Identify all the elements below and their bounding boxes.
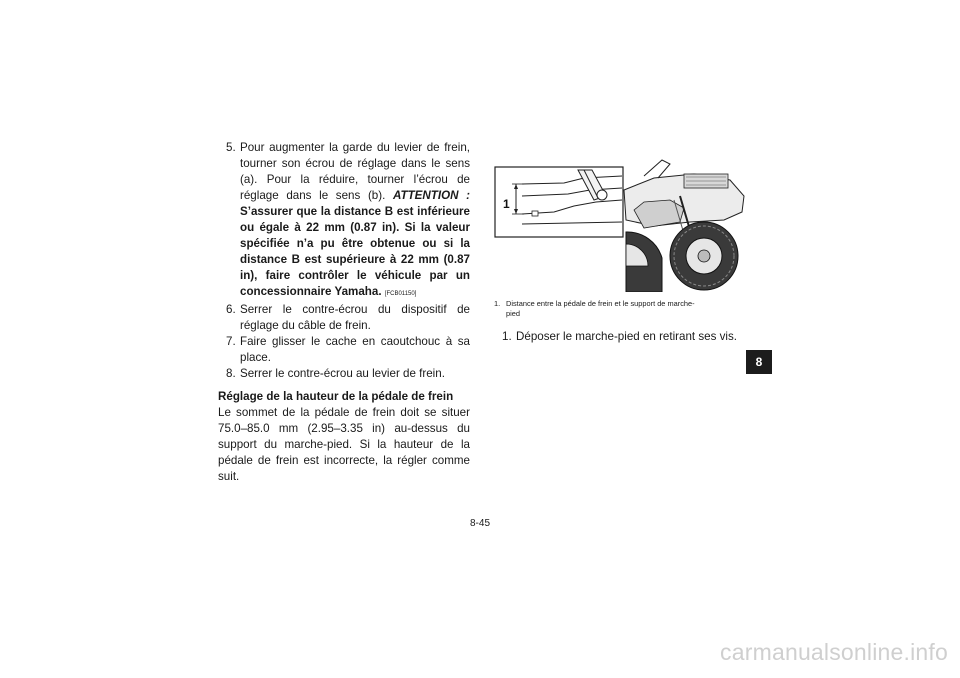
step-7 — [218, 334, 470, 366]
caption-continuation: pied — [506, 309, 520, 318]
step-instruction: Pour augmenter la garde du levier de frein, tourner son écrou de réglage dans le sens (a). Pour la réduire, tourner l’écrou de réglage dans le sens (b). — [240, 141, 470, 202]
attention-notice — [240, 189, 470, 298]
step-text: Déposer le marche-pied en retirant ses vis. — [516, 330, 738, 343]
section-heading: Réglage de la hauteur de la pédale de frein — [218, 390, 454, 403]
step-number: 5. — [226, 141, 236, 154]
caption-number: 1. — [494, 299, 501, 308]
detail-inset-frame — [495, 167, 623, 237]
step-text: Faire glisser le cache en caoutchouc à sa place. — [240, 335, 470, 364]
pedal-pivot — [597, 190, 607, 200]
step-8 — [218, 366, 470, 382]
front-hub — [698, 250, 710, 262]
attention-code: [FCB01150] — [384, 291, 417, 297]
step-text: Serrer le contre-écrou du dispositif de réglage du câble de frein. — [240, 303, 470, 332]
figure-caption — [494, 299, 750, 319]
left-column — [218, 140, 470, 485]
step-5 — [218, 140, 470, 302]
step-number: 1. — [502, 330, 512, 343]
caption-line — [494, 299, 750, 309]
atv-illustration — [494, 150, 750, 292]
atv-brake-pedal-figure — [494, 150, 750, 292]
chapter-tab: 8 — [746, 350, 772, 374]
step-1 — [494, 329, 750, 345]
step-text: Serrer le contre-écrou au levier de frein. — [240, 367, 445, 380]
step-6 — [218, 302, 470, 334]
step-number: 8. — [226, 367, 236, 380]
section-paragraph: Le sommet de la pédale de frein doit se situer 75.0–85.0 mm (2.95–3.35 in) au-dessus du support du marche-pied. Si la hauteur de la pédale de frein est incorrecte, la régler comme suit. — [218, 406, 470, 483]
attention-label: ATTENTION : — [393, 189, 470, 202]
step-number: 6. — [226, 303, 236, 316]
page-number: 8-45 — [469, 518, 490, 529]
callout-number: 1 — [503, 197, 510, 211]
atv-handlebar — [644, 160, 670, 178]
watermark: carmanualsonline.info — [720, 639, 948, 665]
attention-text: S’assurer que la distance B est inférieure ou égale à 22 mm (0.87 in). Si la valeur spécifiée n’a pu être obtenue ou si la distance B est supérieure à 22 mm (0.87 in), faire contrôler le véhicule par un concessionnaire Yamaha. — [240, 205, 470, 298]
step-text — [240, 140, 470, 302]
stop-block — [532, 211, 538, 216]
right-column — [494, 329, 750, 345]
caption-text: Distance entre la pédale de frein et le support de marche- — [506, 299, 695, 308]
step-number: 7. — [226, 335, 236, 348]
